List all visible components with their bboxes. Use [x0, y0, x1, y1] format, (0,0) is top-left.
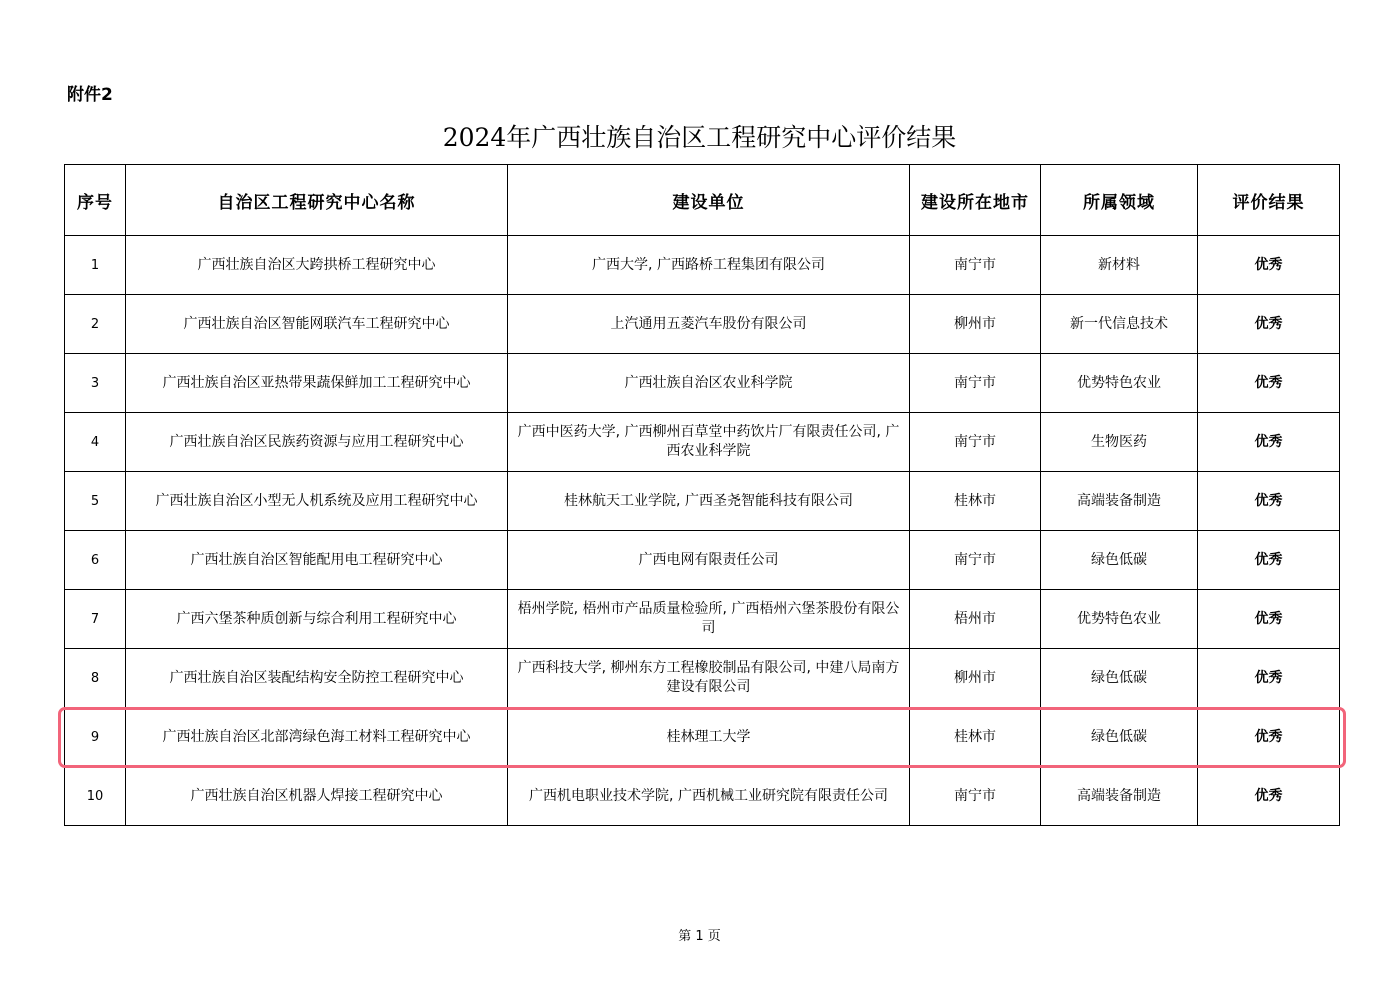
cell-result: 优秀: [1198, 413, 1340, 472]
cell-city: 南宁市: [910, 236, 1041, 295]
cell-city: 南宁市: [910, 413, 1041, 472]
cell-center-name: 广西壮族自治区小型无人机系统及应用工程研究中心: [126, 472, 508, 531]
cell-center-name: 广西壮族自治区亚热带果蔬保鲜加工工程研究中心: [126, 354, 508, 413]
cell-city: 南宁市: [910, 767, 1041, 826]
cell-city: 桂林市: [910, 708, 1041, 767]
cell-field: 优势特色农业: [1041, 590, 1198, 649]
table-row: [65, 767, 1340, 826]
cell-center-name: 广西壮族自治区智能配用电工程研究中心: [126, 531, 508, 590]
cell-field: 高端装备制造: [1041, 472, 1198, 531]
cell-construction-unit: 广西中医药大学, 广西柳州百草堂中药饮片厂有限责任公司, 广西农业科学院: [508, 413, 910, 472]
table-row: [65, 590, 1340, 649]
cell-construction-unit: 上汽通用五菱汽车股份有限公司: [508, 295, 910, 354]
cell-index: 10: [65, 767, 126, 826]
cell-field: 新材料: [1041, 236, 1198, 295]
cell-result: 优秀: [1198, 236, 1340, 295]
cell-construction-unit: 梧州学院, 梧州市产品质量检验所, 广西梧州六堡茶股份有限公司: [508, 590, 910, 649]
cell-city: 柳州市: [910, 295, 1041, 354]
table-header-row: [65, 165, 1340, 236]
cell-construction-unit: 广西壮族自治区农业科学院: [508, 354, 910, 413]
cell-center-name: 广西壮族自治区装配结构安全防控工程研究中心: [126, 649, 508, 708]
cell-city: 梧州市: [910, 590, 1041, 649]
evaluation-results-table: [64, 164, 1340, 826]
cell-city: 桂林市: [910, 472, 1041, 531]
cell-field: 绿色低碳: [1041, 708, 1198, 767]
cell-construction-unit: 广西科技大学, 柳州东方工程橡胶制品有限公司, 中建八局南方建设有限公司: [508, 649, 910, 708]
cell-index: 1: [65, 236, 126, 295]
cell-result: 优秀: [1198, 708, 1340, 767]
cell-result: 优秀: [1198, 531, 1340, 590]
cell-field: 绿色低碳: [1041, 649, 1198, 708]
cell-index: 9: [65, 708, 126, 767]
page-number: 第 1 页: [678, 929, 721, 944]
cell-index: 4: [65, 413, 126, 472]
cell-center-name: 广西壮族自治区机器人焊接工程研究中心: [126, 767, 508, 826]
table-row: [65, 413, 1340, 472]
table-row: [65, 649, 1340, 708]
cell-center-name: 广西壮族自治区北部湾绿色海工材料工程研究中心: [126, 708, 508, 767]
table-row: [65, 354, 1340, 413]
cell-field: 优势特色农业: [1041, 354, 1198, 413]
cell-field: 高端装备制造: [1041, 767, 1198, 826]
column-header-city: 建设所在地市: [910, 165, 1041, 236]
cell-center-name: 广西六堡茶种质创新与综合利用工程研究中心: [126, 590, 508, 649]
table-row: [65, 531, 1340, 590]
cell-result: 优秀: [1198, 649, 1340, 708]
cell-city: 柳州市: [910, 649, 1041, 708]
cell-city: 南宁市: [910, 354, 1041, 413]
cell-index: 3: [65, 354, 126, 413]
cell-result: 优秀: [1198, 295, 1340, 354]
column-header-center-name: 自治区工程研究中心名称: [126, 165, 508, 236]
cell-construction-unit: 广西大学, 广西路桥工程集团有限公司: [508, 236, 910, 295]
cell-field: 绿色低碳: [1041, 531, 1198, 590]
cell-index: 6: [65, 531, 126, 590]
cell-result: 优秀: [1198, 590, 1340, 649]
cell-field: 生物医药: [1041, 413, 1198, 472]
cell-index: 5: [65, 472, 126, 531]
cell-result: 优秀: [1198, 767, 1340, 826]
cell-construction-unit: 桂林航天工业学院, 广西圣尧智能科技有限公司: [508, 472, 910, 531]
cell-construction-unit: 广西机电职业技术学院, 广西机械工业研究院有限责任公司: [508, 767, 910, 826]
column-header-field: 所属领域: [1041, 165, 1198, 236]
cell-center-name: 广西壮族自治区智能网联汽车工程研究中心: [126, 295, 508, 354]
column-header-construction-unit: 建设单位: [508, 165, 910, 236]
cell-index: 7: [65, 590, 126, 649]
column-header-result: 评价结果: [1198, 165, 1340, 236]
cell-index: 2: [65, 295, 126, 354]
cell-result: 优秀: [1198, 472, 1340, 531]
table-row: [65, 472, 1340, 531]
document-title: 2024年广西壮族自治区工程研究中心评价结果: [442, 123, 957, 152]
cell-city: 南宁市: [910, 531, 1041, 590]
cell-center-name: 广西壮族自治区民族药资源与应用工程研究中心: [126, 413, 508, 472]
cell-result: 优秀: [1198, 354, 1340, 413]
table-row: [65, 295, 1340, 354]
cell-center-name: 广西壮族自治区大跨拱桥工程研究中心: [126, 236, 508, 295]
table-row-highlighted: [65, 708, 1340, 767]
cell-construction-unit: 桂林理工大学: [508, 708, 910, 767]
table-row: [65, 236, 1340, 295]
column-header-index: 序号: [65, 165, 126, 236]
cell-construction-unit: 广西电网有限责任公司: [508, 531, 910, 590]
cell-field: 新一代信息技术: [1041, 295, 1198, 354]
attachment-label: 附件2: [67, 85, 113, 105]
cell-index: 8: [65, 649, 126, 708]
